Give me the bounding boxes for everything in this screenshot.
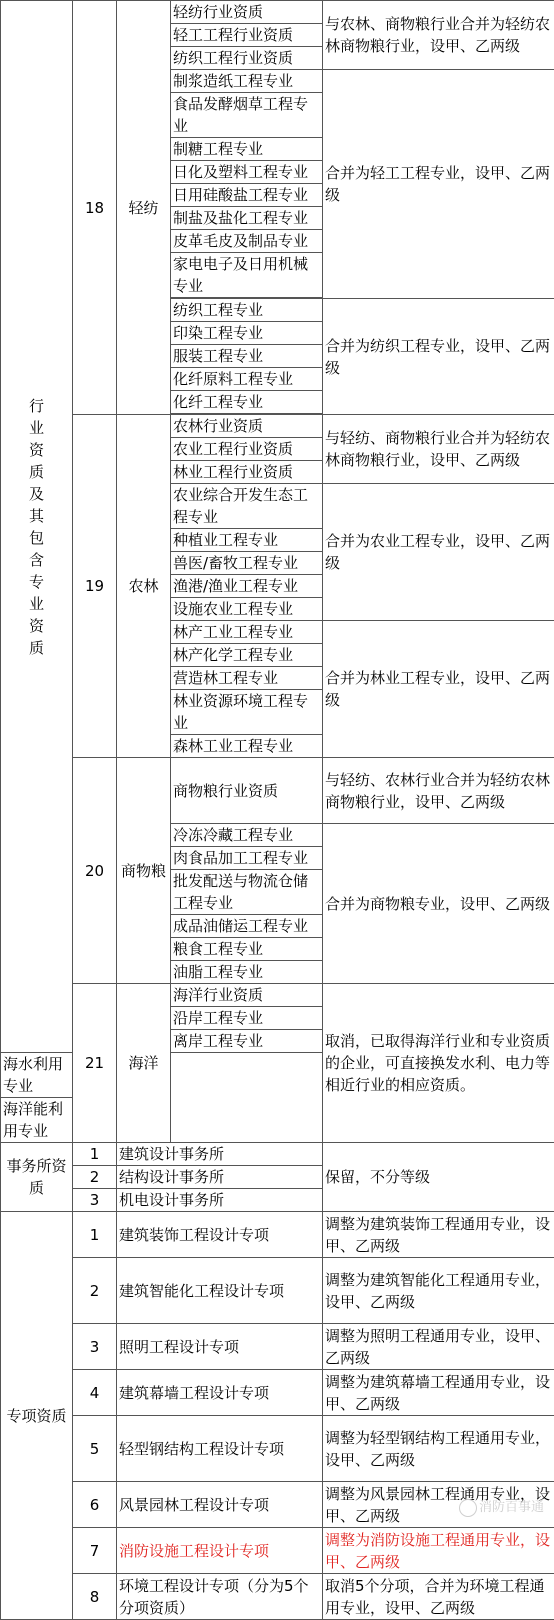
item: 皮革毛皮及制品专业 [171,230,323,253]
watermark [459,1496,544,1517]
category-office: 事务所资质 [1,1143,73,1212]
item: 制糖工程专业 [171,138,323,161]
item: 林业资源环境工程专业 [171,690,323,735]
item: 种植业工程专业 [171,529,323,552]
item: 林业工程行业资质 [171,461,323,484]
note: 调整为建筑智能化工程通用专业，设甲、乙两级 [323,1258,554,1324]
note: 保留，不分等级 [323,1143,554,1212]
item: 化纤工程专业 [171,391,323,414]
row-number: 1 [73,1143,117,1166]
item: 建筑装饰工程设计专项 [117,1212,323,1258]
item: 照明工程设计专项 [117,1324,323,1370]
item: 兽医/畜牧工程专业 [171,552,323,575]
item: 家电电子及日用机械专业 [171,253,323,298]
note: 调整为风景园林工程通用专业，设甲、乙两级 [323,1482,554,1528]
table-row [1,1143,554,1166]
watermark-text: 消防百事通 [479,1500,544,1515]
item: 设施农业工程专业 [171,598,323,621]
category-special: 专项资质 [1,1212,73,1620]
item: 粮食工程专业 [171,938,323,961]
item: 结构设计事务所 [117,1166,323,1189]
item: 风景园林工程设计专项 [117,1482,323,1528]
item: 纺织工程行业资质 [171,47,323,70]
table-row [1,1,554,24]
item: 商物粮行业资质 [171,758,323,824]
item: 轻工工程行业资质 [171,24,323,47]
table-row [1,984,554,1007]
item: 批发配送与物流仓储工程专业 [171,870,323,915]
item: 日用硅酸盐工程专业 [171,184,323,207]
table-row [1,758,554,824]
note: 调整为建筑幕墙工程通用专业，设甲、乙两级 [323,1370,554,1416]
item: 建筑智能化工程设计专项 [117,1258,323,1324]
table-row [1,1416,554,1482]
note: 调整为建筑装饰工程通用专业，设甲、乙两级 [323,1212,554,1258]
row-number: 2 [73,1258,117,1324]
item: 轻型钢结构工程设计专项 [117,1416,323,1482]
item: 林产工业工程专业 [171,621,323,644]
group-number: 20 [73,758,117,984]
table-row [1,1370,554,1416]
note: 合并为纺织工程专业，设甲、乙两级 [323,299,554,415]
item: 服装工程专业 [171,345,323,368]
group-name: 轻纺 [117,1,171,415]
note: 与轻纺、商物粮行业合并为轻纺农林商物粮行业，设甲、乙两级 [323,415,554,484]
item: 食品发酵烟草工程专业 [171,93,323,138]
note: 合并为轻工工程专业，设甲、乙两级 [323,70,554,299]
item: 轻纺行业资质 [171,1,323,24]
group-name: 农林 [117,415,171,758]
row-number: 1 [73,1212,117,1258]
item: 农业综合开发生态工程专业 [171,484,323,529]
item: 林产化学工程专业 [171,644,323,667]
item: 成品油储运工程专业 [171,915,323,938]
table-row [1,1212,554,1258]
note: 合并为林业工程专业，设甲、乙两级 [323,621,554,758]
note: 调整为照明工程通用专业，设甲、乙两级 [323,1324,554,1370]
item: 建筑设计事务所 [117,1143,323,1166]
note: 取消5个分项，合并为环境工程通用专业，设甲、乙两级 [323,1574,554,1620]
item: 环境工程设计专项（分为5个分项资质） [117,1574,323,1620]
item: 渔港/渔业工程专业 [171,575,323,598]
item: 纺织工程专业 [171,299,323,322]
row-number: 5 [73,1416,117,1482]
note-highlighted: 调整为消防设施工程通用专业，设甲、乙两级 [323,1528,554,1574]
item: 油脂工程专业 [171,961,323,984]
row-number: 7 [73,1528,117,1574]
note: 与轻纺、农林行业合并为轻纺农林商物粮行业，设甲、乙两级 [323,758,554,824]
item: 海洋能利用专业 [1,1098,73,1143]
item: 农林行业资质 [171,415,323,438]
note: 与农林、商物粮行业合并为轻纺农林商物粮行业，设甲、乙两级 [323,1,554,70]
note: 合并为商物粮专业，设甲、乙两级 [323,824,554,984]
row-number: 3 [73,1189,117,1212]
row-number: 2 [73,1166,117,1189]
item: 建筑幕墙工程设计专项 [117,1370,323,1416]
item: 机电设计事务所 [117,1189,323,1212]
item: 海洋行业资质 [171,984,323,1007]
group-number: 19 [73,415,117,758]
wechat-icon [459,1499,477,1517]
table-row [1,1258,554,1324]
item: 森林工业工程专业 [171,735,323,758]
item: 海水利用专业 [1,1053,73,1098]
item: 制浆造纸工程专业 [171,70,323,93]
item: 沿岸工程专业 [171,1007,323,1030]
group-name: 海洋 [117,984,171,1143]
note: 取消，已取得海洋行业和专业资质的企业，可直接换发水利、电力等相近行业的相应资质。 [323,984,554,1143]
table-row [1,1324,554,1370]
table-row [1,1574,554,1620]
item: 离岸工程专业 [171,1030,323,1053]
note: 调整为轻型钢结构工程通用专业，设甲、乙两级 [323,1416,554,1482]
item: 营造林工程专业 [171,667,323,690]
table-row [1,415,554,438]
row-number: 4 [73,1370,117,1416]
note: 合并为农业工程专业，设甲、乙两级 [323,484,554,621]
item: 农业工程行业资质 [171,438,323,461]
item: 化纤原料工程专业 [171,368,323,391]
row-number: 8 [73,1574,117,1620]
row-number: 3 [73,1324,117,1370]
category-industry: 行业资质及其包含专业资质 [1,1,73,1053]
group-number: 18 [73,1,117,415]
item: 日化及塑料工程专业 [171,161,323,184]
item: 印染工程专业 [171,322,323,345]
table-row [1,1528,554,1574]
item: 制盐及盐化工程专业 [171,207,323,230]
item: 肉食品加工工程专业 [171,847,323,870]
group-name: 商物粮 [117,758,171,984]
group-number: 21 [73,984,117,1143]
item: 冷冻冷藏工程专业 [171,824,323,847]
item-highlighted: 消防设施工程设计专项 [117,1528,323,1574]
row-number: 6 [73,1482,117,1528]
